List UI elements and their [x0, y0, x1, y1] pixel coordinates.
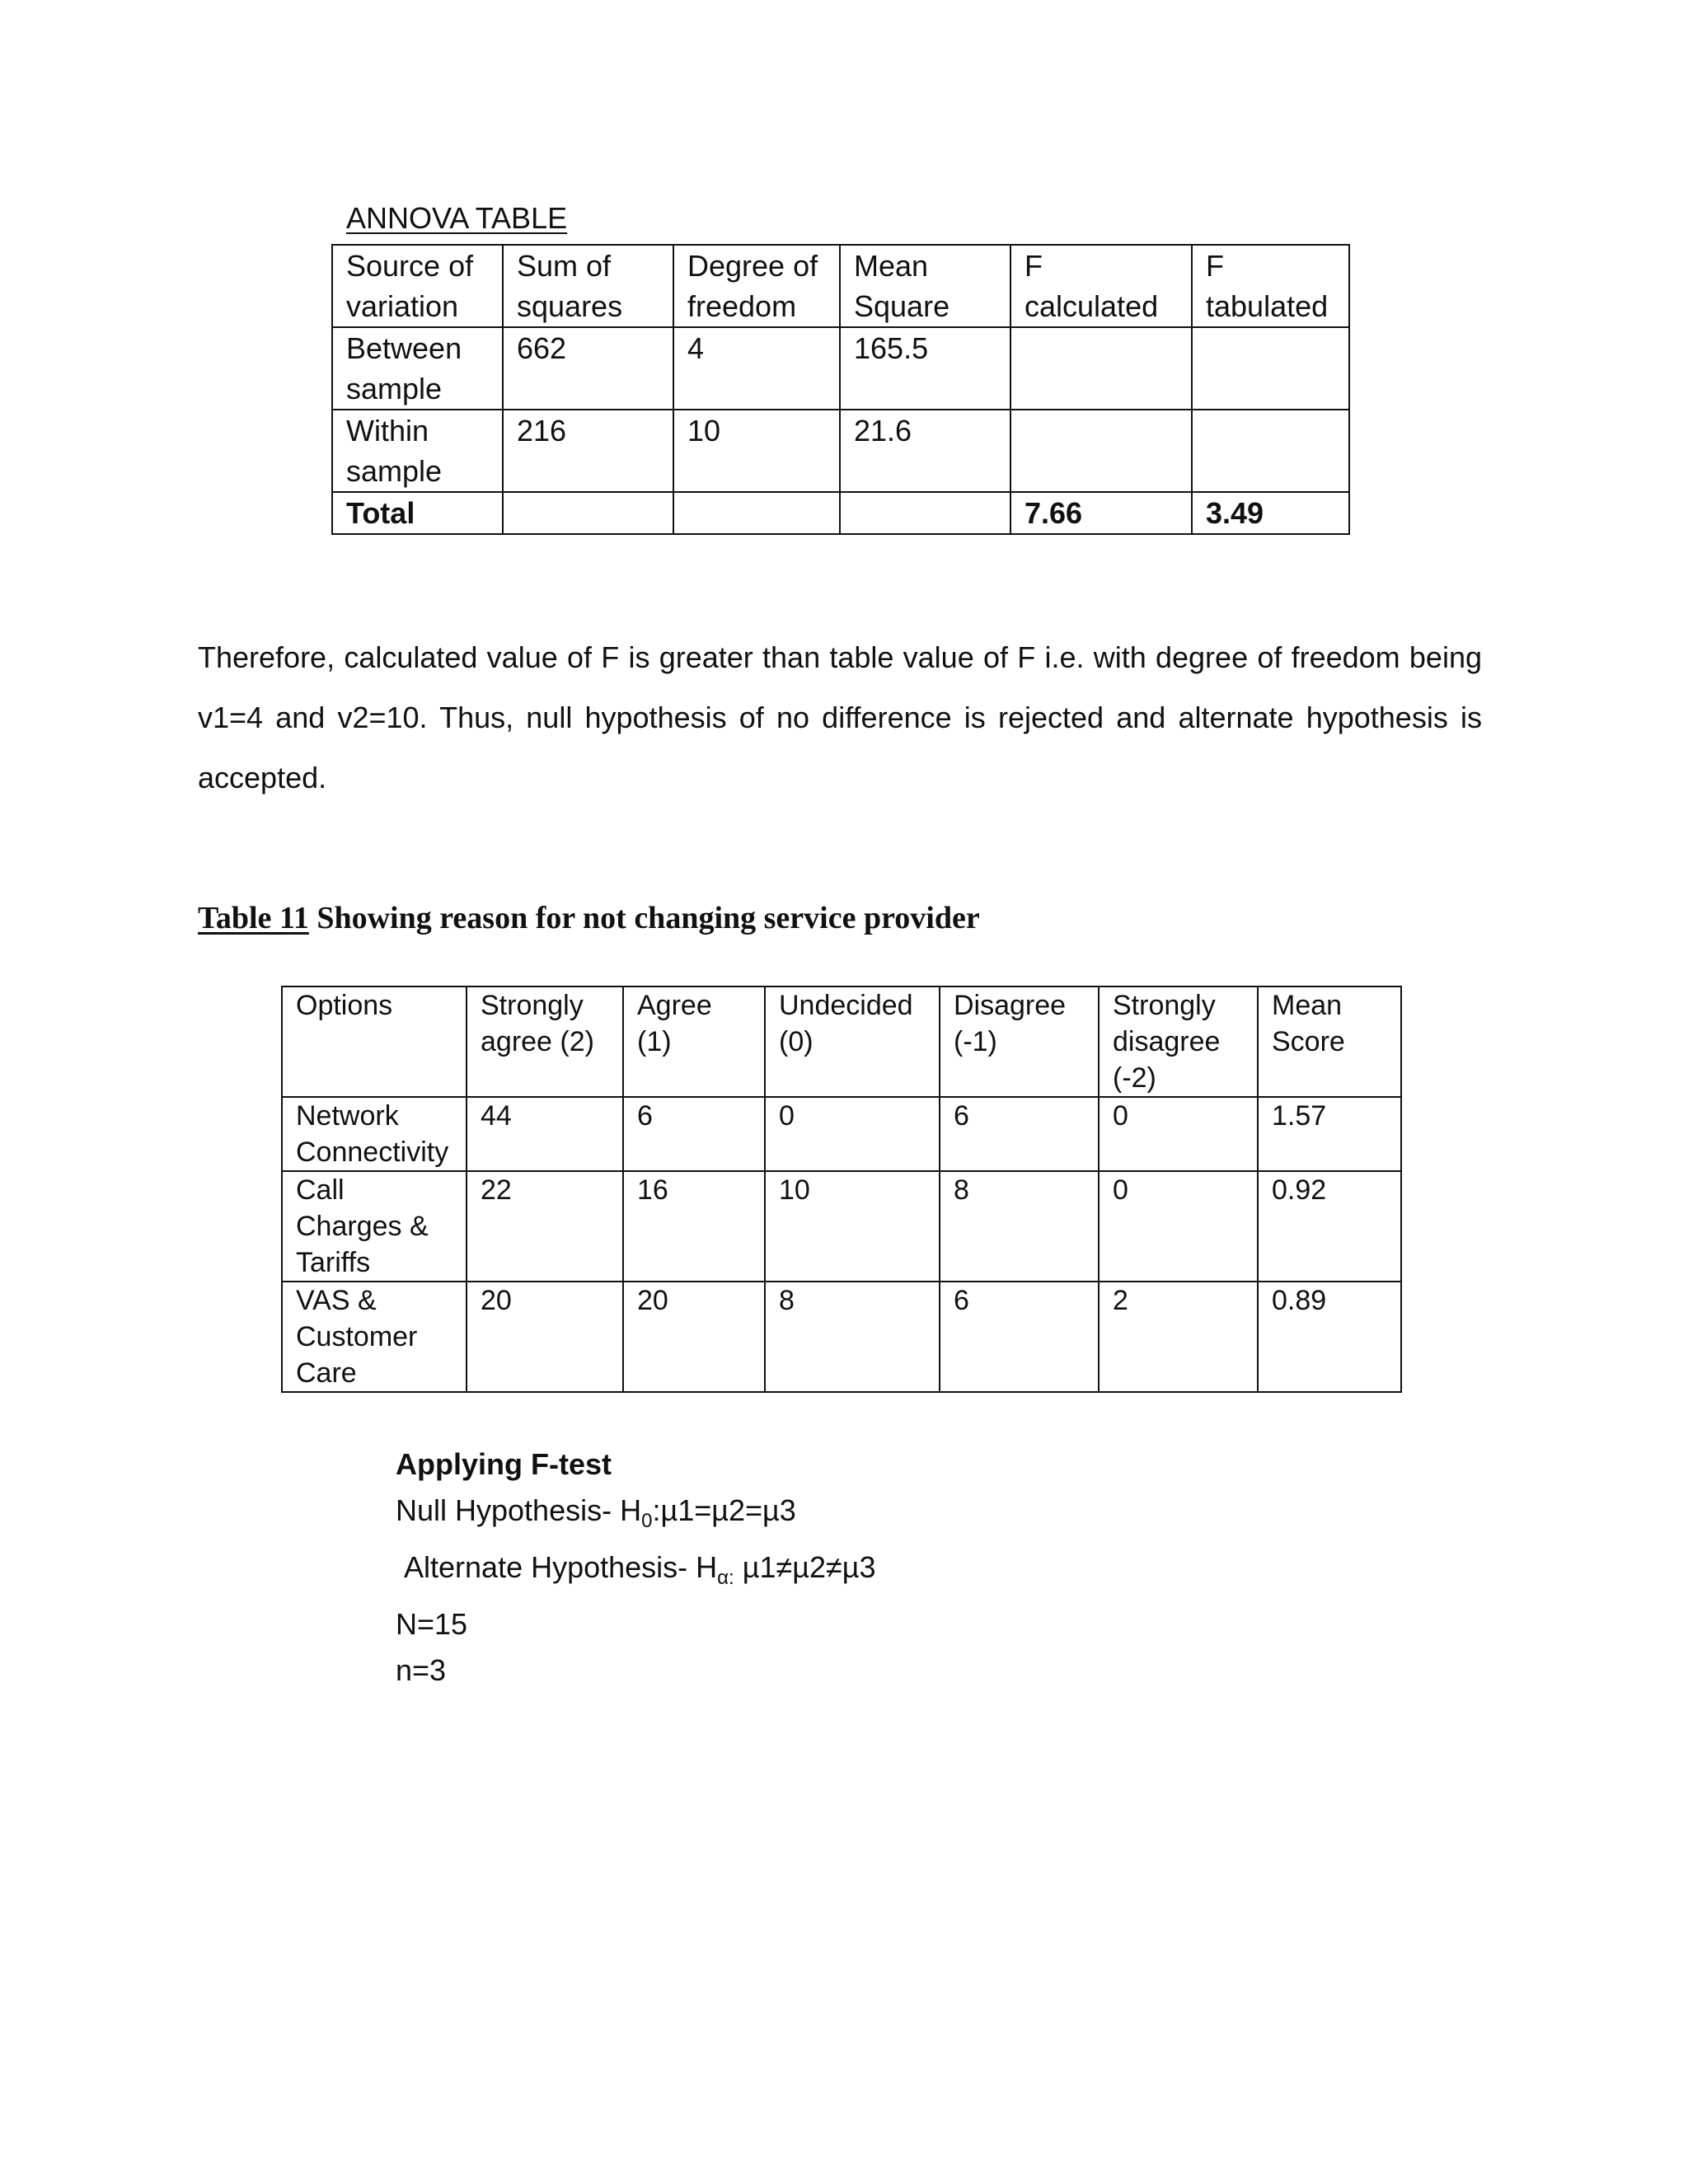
reasons-header-cell: Agree (1) — [623, 987, 765, 1097]
table-cell — [1010, 327, 1192, 410]
table-cell: Call Charges & Tariffs — [282, 1171, 467, 1282]
alternate-hypothesis-label: Alternate Hypothesis- H — [404, 1550, 718, 1585]
reasons-header-cell: Undecided (0) — [765, 987, 940, 1097]
table-cell — [1192, 327, 1349, 410]
f-calculated-value: 7.66 — [1010, 492, 1192, 534]
f-test-heading: Applying F-test — [396, 1447, 612, 1481]
table-cell: 16 — [623, 1171, 765, 1282]
table-cell: 44 — [467, 1097, 623, 1171]
table-cell — [840, 492, 1010, 534]
table-row — [332, 327, 1349, 410]
anova-header-cell: Source of variation — [332, 245, 503, 327]
table-cell: 0 — [1099, 1171, 1258, 1282]
anova-header-cell: F calculated — [1010, 245, 1192, 327]
table-cell: Within sample — [332, 410, 503, 492]
table-cell: VAS & Customer Care — [282, 1282, 467, 1392]
reasons-header-cell: Options — [282, 987, 467, 1097]
table-row — [282, 1282, 1401, 1392]
population-size: N=15 — [396, 1607, 468, 1642]
table-cell: 6 — [940, 1282, 1099, 1392]
table-cell — [1010, 410, 1192, 492]
table-cell: 0 — [1099, 1097, 1258, 1171]
table-cell: 662 — [503, 327, 673, 410]
f-test-block — [396, 1441, 876, 1694]
table-cell: 2 — [1099, 1282, 1258, 1392]
table-cell — [1192, 410, 1349, 492]
null-hypothesis-expression: :µ1=µ2=µ3 — [652, 1493, 796, 1527]
table-cell: 20 — [467, 1282, 623, 1392]
alternate-hypothesis — [396, 1544, 876, 1601]
table-cell: 165.5 — [840, 327, 1010, 410]
reasons-header-row — [282, 987, 1401, 1097]
table-row — [282, 1171, 1401, 1282]
table-cell: Total — [332, 492, 503, 534]
table-cell: 10 — [765, 1171, 940, 1282]
caption-text: Showing reason for not changing service provider — [308, 901, 980, 935]
table-cell: Between sample — [332, 327, 503, 410]
anova-header-cell: Mean Square — [840, 245, 1010, 327]
table-cell — [503, 492, 673, 534]
null-hypothesis-label: Null Hypothesis- H — [396, 1493, 642, 1527]
table-row — [282, 1097, 1401, 1171]
anova-table-title: ANNOVA TABLE — [346, 201, 568, 235]
table-row — [332, 410, 1349, 492]
table-cell: 0.89 — [1258, 1282, 1401, 1392]
table-cell: 20 — [623, 1282, 765, 1392]
reasons-header-cell: Strongly disagree (-2) — [1099, 987, 1258, 1097]
reasons-header-cell: Disagree (-1) — [940, 987, 1099, 1097]
sample-groups: n=3 — [396, 1653, 447, 1688]
table-11-caption — [198, 898, 980, 938]
anova-table — [331, 244, 1350, 535]
reasons-table — [281, 986, 1402, 1393]
table-cell: Network Connectivity — [282, 1097, 467, 1171]
table-cell: 10 — [673, 410, 840, 492]
table-cell: 0.92 — [1258, 1171, 1401, 1282]
conclusion-paragraph: Therefore, calculated value of F is greater than table value of F i.e. with degree of freedom being v1=4 and v2=10. Thus, null hypothesis of no difference is rejected and alternate hypothesis is accepted. — [198, 640, 1482, 794]
table-cell: 21.6 — [840, 410, 1010, 492]
null-hypothesis — [396, 1488, 876, 1544]
caption-number: Table 11 — [198, 901, 309, 935]
anova-header-row — [332, 245, 1349, 327]
table-cell: 8 — [765, 1282, 940, 1392]
table-cell: 6 — [623, 1097, 765, 1171]
table-cell: 6 — [940, 1097, 1099, 1171]
table-cell: 22 — [467, 1171, 623, 1282]
table-cell: 216 — [503, 410, 673, 492]
table-cell — [673, 492, 840, 534]
anova-total-row — [332, 492, 1349, 534]
alternate-hypothesis-expression: µ1≠µ2≠µ3 — [734, 1550, 876, 1585]
reasons-header-cell: Mean Score — [1258, 987, 1401, 1097]
table-cell: 8 — [940, 1171, 1099, 1282]
anova-header-cell: F tabulated — [1192, 245, 1349, 327]
anova-header-cell: Sum of squares — [503, 245, 673, 327]
null-hypothesis-subscript: 0 — [641, 1510, 653, 1533]
table-cell: 1.57 — [1258, 1097, 1401, 1171]
f-tabulated-value: 3.49 — [1192, 492, 1349, 534]
table-cell: 4 — [673, 327, 840, 410]
reasons-header-cell: Strongly agree (2) — [467, 987, 623, 1097]
anova-header-cell: Degree of freedom — [673, 245, 840, 327]
alternate-hypothesis-subscript: α: — [717, 1567, 734, 1590]
table-cell: 0 — [765, 1097, 940, 1171]
